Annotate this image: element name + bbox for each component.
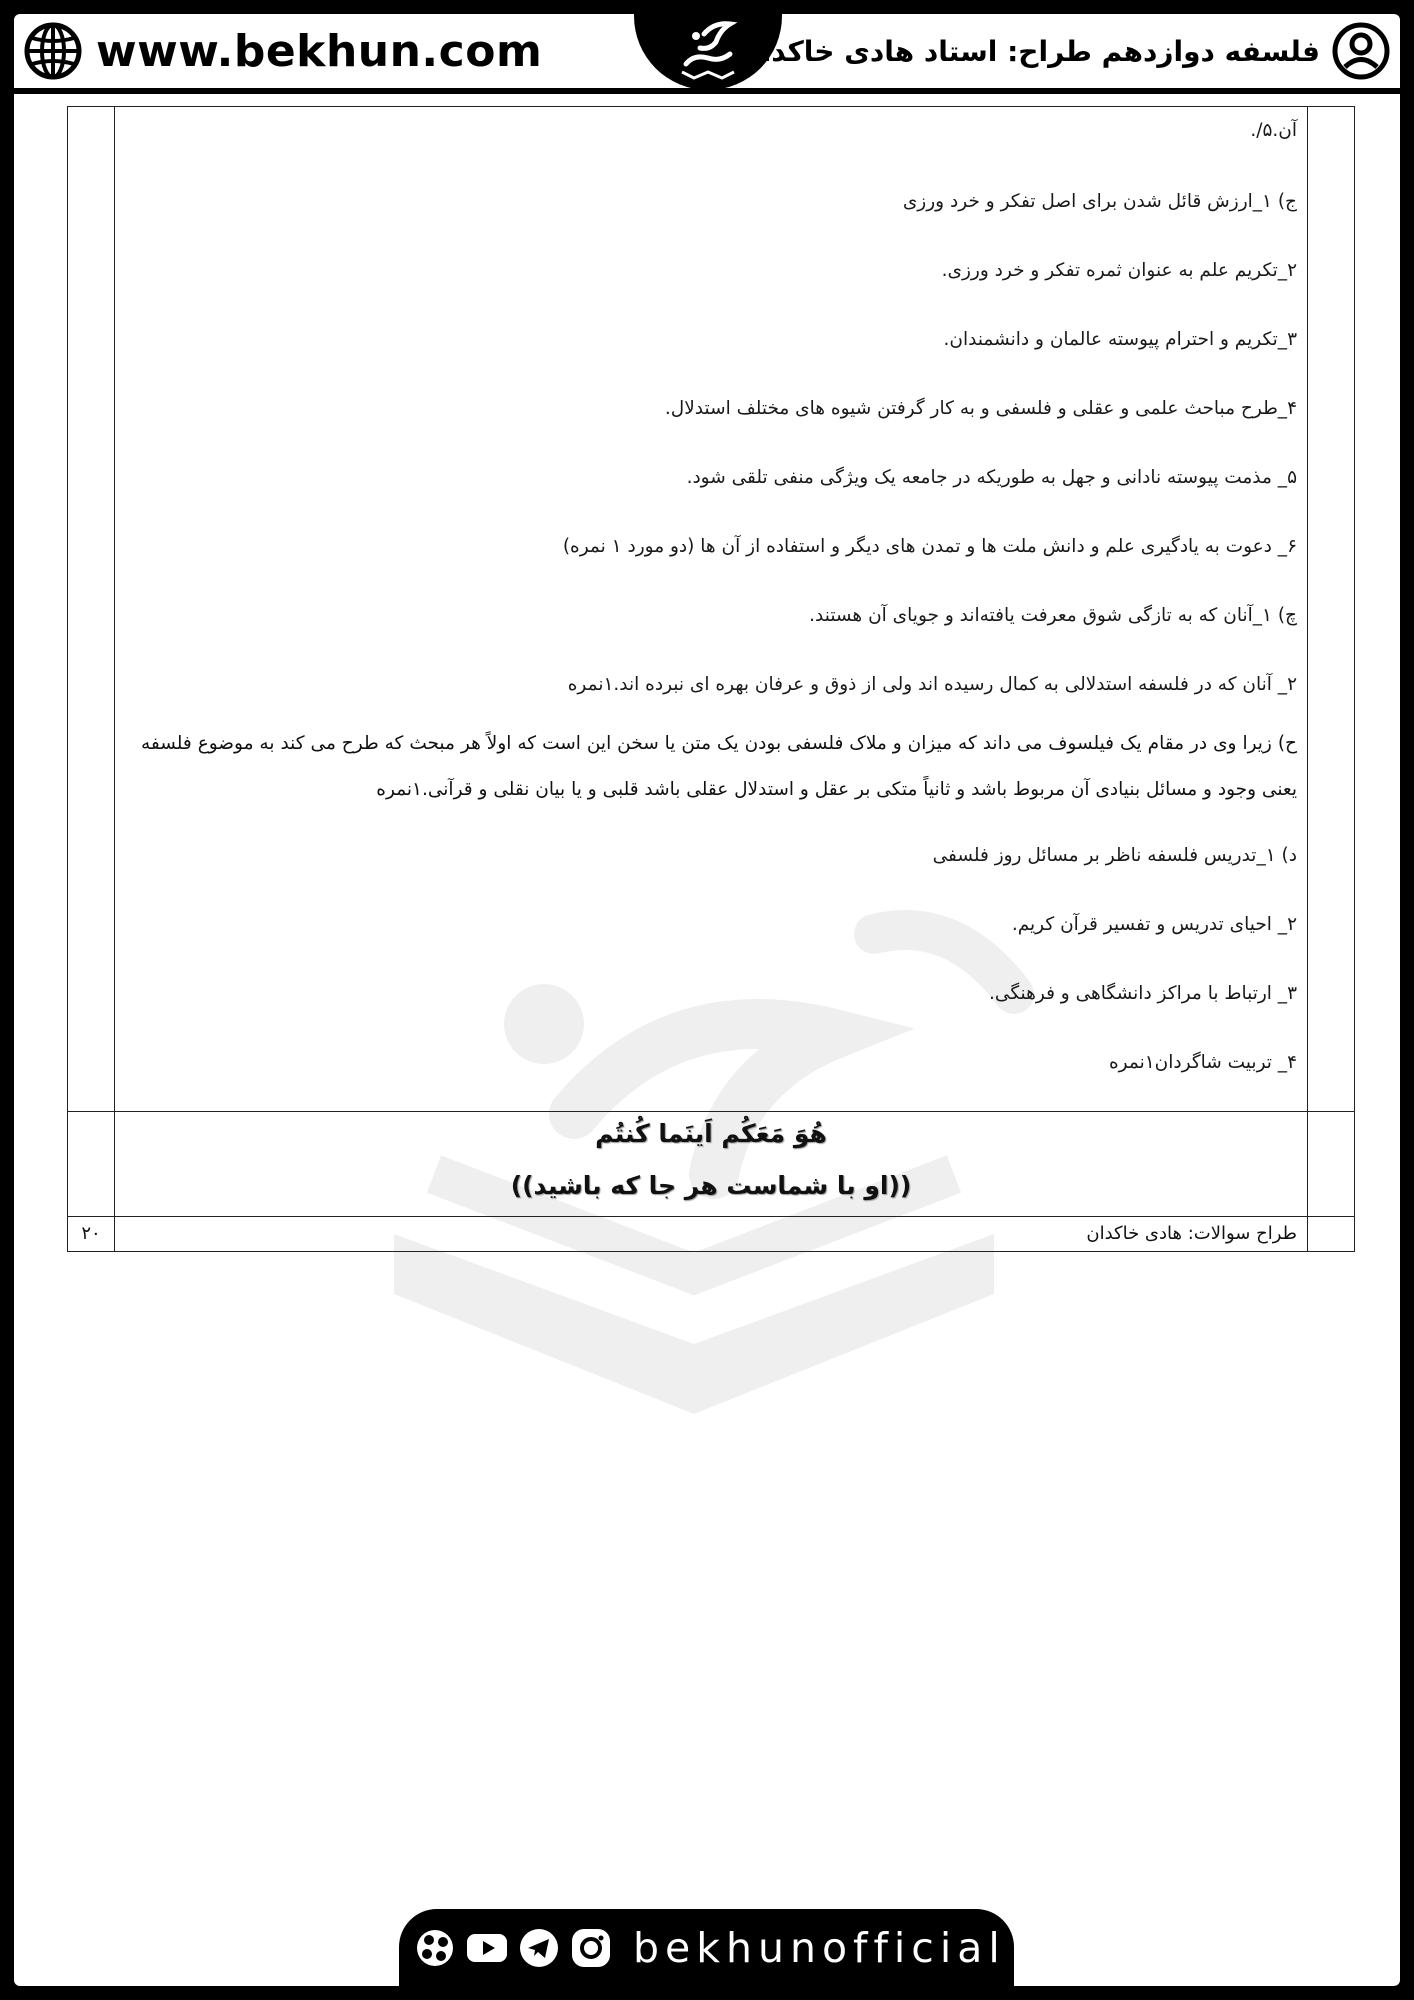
motto-persian: ((او با شماست هر جا که باشید)) bbox=[510, 1171, 912, 1200]
side-cell bbox=[1308, 1112, 1355, 1217]
answer-line: ۴_ تربیت شاگردان۱نمره bbox=[1108, 1052, 1297, 1073]
motto-row bbox=[68, 1112, 1355, 1217]
answer-line: ۲_ احیای تدریس و تفسیر قرآن کریم. bbox=[1011, 914, 1297, 935]
answer-line: چ) ۱_آنان که به تازگی شوق معرفت یافته‌اند و جویای آن هستند. bbox=[809, 605, 1297, 626]
answer-sheet bbox=[67, 106, 1355, 1252]
header-title-group bbox=[738, 20, 1390, 82]
answer-line: ۴_طرح مباحث علمی و عقلی و فلسفی و به کار گرفتن شیوه های مختلف استدلال. bbox=[664, 398, 1297, 419]
answer-paragraph: ح) زیرا وی در مقام یک فیلسوف می داند که میزان و ملاک فلسفی بودن یک متن یا سخن این است که اولاً هر مبحث که طرح می کند به موضوع فلسفه یعنی وجود و مسائل بنیادی آن مربوط باشد و ثانیاً متکی بر عقل و استدلال عقلی باشد قلبی و یا بیان نقلی و قرآنی.۱نمره bbox=[141, 733, 1297, 800]
page-number: ۲۰ bbox=[68, 1217, 115, 1252]
score-cell bbox=[68, 107, 115, 1112]
table-row bbox=[68, 107, 1355, 1112]
motto-arabic: هُوَ مَعَکُم اَینَما کُنتُم bbox=[595, 1119, 827, 1148]
header-divider bbox=[14, 88, 1400, 94]
answer-line: ۲_ آنان که در فلسفه استدلالی به کمال رسیده اند ولی از ذوق و عرفان بهره ای نبرده اند.۱نمره bbox=[567, 674, 1297, 695]
answer-line: ۶_ دعوت به یادگیری علم و دانش ملت ها و تمدن های دیگر و استفاده از آن ها (دو مورد ۱ نمره) bbox=[562, 536, 1297, 557]
youtube-icon[interactable] bbox=[465, 1926, 509, 1970]
side-cell bbox=[1308, 1217, 1355, 1252]
site-link[interactable] bbox=[24, 20, 542, 82]
answer-line: ۳_ ارتباط با مراکز دانشگاهی و فرهنگی. bbox=[989, 983, 1297, 1004]
footer-row bbox=[68, 1217, 1355, 1252]
score-cell bbox=[68, 1112, 115, 1217]
user-icon[interactable] bbox=[1332, 22, 1390, 80]
answer-line: د) ۱_تدریس فلسفه ناظر بر مسائل روز فلسفی bbox=[932, 845, 1297, 866]
telegram-icon[interactable] bbox=[517, 1926, 561, 1970]
aparat-icon[interactable] bbox=[413, 1926, 457, 1970]
page bbox=[14, 14, 1400, 1986]
globe-icon bbox=[24, 22, 82, 80]
answer-line: آن.۵/. bbox=[1250, 120, 1297, 141]
answer-line: ۲_تکریم علم به عنوان ثمره تفکر و خرد ورزی. bbox=[941, 260, 1297, 281]
motto-cell bbox=[115, 1112, 1308, 1217]
instagram-icon[interactable] bbox=[569, 1926, 613, 1970]
answer-content bbox=[115, 107, 1308, 1112]
header bbox=[14, 14, 1400, 88]
answer-table bbox=[67, 106, 1355, 1252]
header-title: فلسفه دوازدهم طراح: استاد هادی خاکدان bbox=[737, 34, 1320, 68]
site-url: www.bekhun.com bbox=[96, 25, 543, 77]
side-cell bbox=[1308, 107, 1355, 1112]
designer-credit: طراح سوالات: هادی خاکدان bbox=[115, 1217, 1308, 1252]
answer-line: ۳_تکریم و احترام پیوسته عالمان و دانشمندان. bbox=[943, 329, 1297, 350]
social-bar bbox=[399, 1909, 1014, 1986]
answer-line: ۵_ مذمت پیوسته نادانی و جهل به طوریکه در جامعه یک ویژگی منفی تلقی شود. bbox=[686, 467, 1297, 488]
social-handle[interactable]: bekhunofficial bbox=[633, 1923, 1006, 1972]
answer-line: ج) ۱_ارزش قائل شدن برای اصل تفکر و خرد ورزی bbox=[902, 191, 1297, 212]
